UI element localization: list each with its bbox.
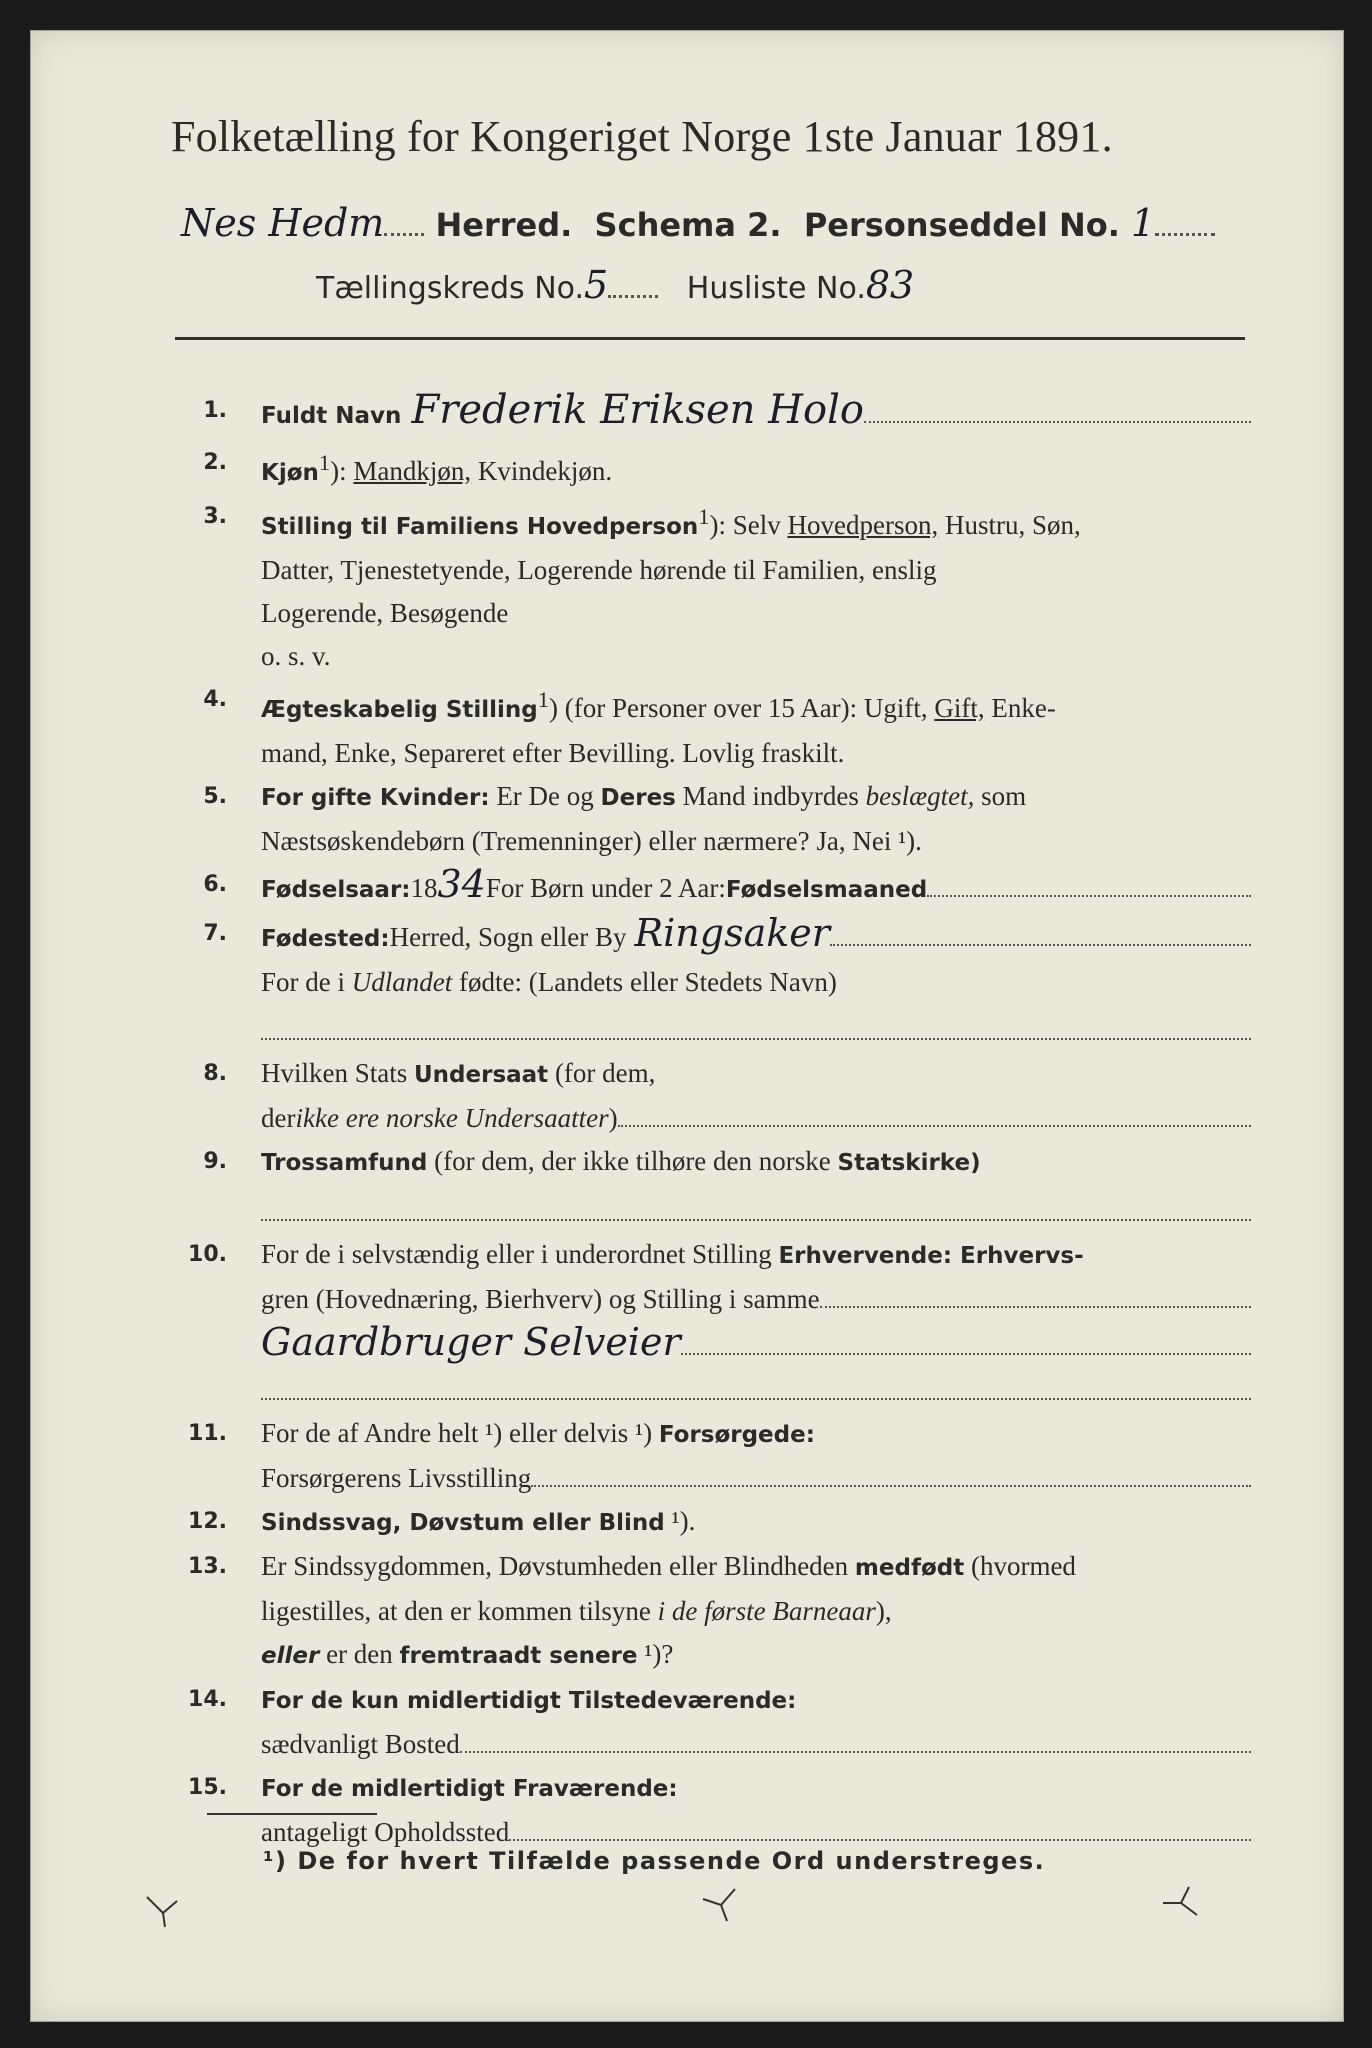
- herred-line: [181, 201, 1261, 245]
- selected-option: Mandkjøn,: [353, 456, 472, 486]
- item-12: [171, 1500, 1251, 1545]
- item-14: [171, 1678, 1251, 1766]
- item-text: der: [261, 1103, 296, 1133]
- item-number: 12.: [188, 1509, 227, 1534]
- item-text: Hvilken Stats: [261, 1058, 414, 1088]
- item-text: gren (Hovednæring, Bierhverv) og Stilling i samme: [261, 1284, 820, 1314]
- item-number: 6.: [203, 872, 227, 897]
- item-number: 3.: [203, 504, 227, 529]
- item-label: Fuldt Navn: [261, 403, 402, 429]
- item-label: medfødt: [854, 1555, 965, 1581]
- item-label: Statskirke): [837, 1150, 981, 1176]
- dotted-fill: [681, 1329, 1251, 1355]
- item-text: Er Sindssygdommen, Døvstumheden eller Blindheden: [261, 1551, 855, 1581]
- dotted-fill: [509, 1815, 1251, 1841]
- item-text: For de i selvstændig eller i underordnet Stilling: [261, 1239, 779, 1269]
- footnote-ref: 1: [537, 687, 550, 712]
- item-label: Sindssvag, Døvstum eller Blind: [261, 1510, 665, 1536]
- dotted-fill: [830, 920, 1251, 946]
- item-label: Fødested:: [261, 926, 390, 952]
- item-text: sædvanligt Bosted: [261, 1729, 460, 1759]
- item-number: 8.: [203, 1061, 227, 1086]
- item-6: [171, 863, 1251, 912]
- herred-name: Nes Hedm: [181, 201, 385, 245]
- dotted-fill: [261, 1004, 1251, 1040]
- item-number: 1.: [203, 398, 227, 423]
- dotted-fill: [261, 1185, 1251, 1221]
- item-label: Ægteskabelig Stilling: [261, 697, 538, 723]
- item-text: Logerende, Besøgende: [261, 598, 509, 628]
- item-10: [171, 1233, 1251, 1400]
- item-text: eller: [261, 1643, 320, 1669]
- item-13: [171, 1545, 1251, 1678]
- item-8: [171, 1052, 1251, 1140]
- dotted-fill: [608, 287, 658, 298]
- item-text: som: [974, 781, 1027, 811]
- item-text: antageligt Opholdssted: [261, 1817, 510, 1847]
- item-number: 13.: [188, 1554, 227, 1579]
- item-text: ):: [330, 456, 354, 486]
- footnote-ref: 1: [318, 450, 331, 475]
- schema-label: Schema 2.: [594, 206, 782, 244]
- item-label: For de midlertidigt Fraværende:: [261, 1776, 678, 1802]
- corner-mark: [1161, 1881, 1201, 1921]
- item-text: Forsørgerens Livsstilling: [261, 1463, 532, 1493]
- item-label: Forsørgede:: [658, 1422, 815, 1448]
- header-rule: [175, 337, 1245, 340]
- footnote: ¹) De for hvert Tilfælde passende Ord understreges.: [263, 1847, 1046, 1875]
- dotted-fill: [384, 225, 424, 236]
- item-number: 5.: [203, 784, 227, 809]
- dotted-fill: [261, 1364, 1251, 1400]
- occupation-value: Gaardbruger Selveier: [261, 1320, 681, 1364]
- item-text: ): Selv: [709, 510, 788, 540]
- item-label: Erhvervs-: [952, 1243, 1084, 1269]
- item-5: [171, 775, 1251, 863]
- personseddel-label: Personseddel No.: [803, 206, 1120, 244]
- item-text: ): [608, 1103, 618, 1133]
- husliste-number: 83: [865, 263, 915, 307]
- dotted-fill: [927, 871, 1251, 897]
- item-text: ),: [875, 1596, 892, 1626]
- item-text: ¹)?: [637, 1639, 674, 1669]
- dotted-fill: [864, 397, 1251, 423]
- kreds-label: Tællingskreds No.: [316, 271, 584, 306]
- form-title: Folketælling for Kongeriget Norge 1ste Januar 1891.: [171, 112, 1113, 161]
- item-text: fødte: (Landets eller Stedets Navn): [452, 967, 837, 997]
- dotted-fill: [531, 1461, 1251, 1487]
- item-3: [171, 495, 1251, 678]
- item-2: [171, 441, 1251, 495]
- item-text: Enke-: [984, 693, 1056, 723]
- item-label: Stilling til Familiens Hovedperson: [261, 514, 699, 540]
- item-4: [171, 678, 1251, 775]
- item-text: Er De og: [489, 781, 601, 811]
- herred-label: Herred.: [435, 206, 573, 244]
- birth-year-value: 34: [437, 862, 486, 906]
- item-text: Næstsøskendebørn (Tremenninger) eller nærmere? Ja, Nei ¹).: [261, 826, 922, 856]
- dotted-fill: [618, 1101, 1251, 1127]
- dotted-fill: [460, 1727, 1251, 1753]
- item-number: 4.: [203, 687, 227, 712]
- selected-option: Gift,: [934, 693, 985, 723]
- husliste-label: Husliste No.: [686, 271, 866, 306]
- item-label: Trossamfund: [261, 1150, 428, 1176]
- corner-mark: [143, 1889, 183, 1929]
- item-11: [171, 1412, 1251, 1500]
- item-number: 15.: [188, 1775, 227, 1800]
- item-number: 11.: [188, 1421, 227, 1446]
- item-9: [171, 1140, 1251, 1221]
- selected-option: Hovedperson,: [787, 510, 939, 540]
- item-text: mand, Enke, Separeret efter Bevilling. Lovlig fraskilt.: [261, 738, 845, 768]
- item-label: Kjøn: [261, 460, 319, 486]
- item-label: Fødselsmaaned: [725, 877, 928, 903]
- dotted-fill: [820, 1282, 1251, 1308]
- item-text: beslægtet,: [865, 781, 975, 811]
- item-text: o. s. v.: [261, 641, 331, 671]
- item-label: Fødselsaar:: [261, 877, 411, 903]
- item-text: Hustru, Søn,: [938, 510, 1081, 540]
- item-1: [171, 389, 1251, 441]
- kreds-line: [316, 263, 1216, 307]
- birthplace-value: Ringsaker: [634, 911, 830, 955]
- item-text: Herred, Sogn eller By: [389, 922, 627, 952]
- footnote-rule: [207, 1813, 377, 1815]
- corner-mark: [701, 1883, 741, 1923]
- item-text: For Børn under 2 Aar:: [485, 873, 726, 903]
- dotted-fill: [1155, 225, 1215, 236]
- item-label: Erhvervende:: [778, 1243, 953, 1269]
- item-number: 10.: [188, 1242, 227, 1267]
- item-text: For de i: [261, 967, 352, 997]
- kreds-number: 5: [584, 263, 609, 307]
- item-label: fremtraadt senere: [399, 1643, 638, 1669]
- census-form-page: [30, 30, 1344, 2022]
- item-text: Mand indbyrdes: [675, 781, 866, 811]
- item-number: 2.: [203, 450, 227, 475]
- item-text: 18: [410, 873, 438, 903]
- item-label: Undersaat: [414, 1062, 549, 1088]
- item-text: er den: [319, 1639, 400, 1669]
- full-name-value: Frederik Eriksen Holo: [411, 387, 864, 433]
- item-text: (for dem,: [548, 1058, 656, 1088]
- item-text: Kvindekjøn.: [471, 456, 613, 486]
- item-number: 9.: [203, 1149, 227, 1174]
- item-text: ¹).: [664, 1506, 696, 1536]
- item-text: (for dem, der ikke tilhøre den norske: [427, 1146, 838, 1176]
- item-text: ikke ere norske Undersaatter: [295, 1103, 609, 1133]
- item-15: [171, 1766, 1251, 1854]
- item-number: 7.: [203, 921, 227, 946]
- footnote-ref: 1: [698, 504, 710, 529]
- item-7: [171, 912, 1251, 1040]
- item-text: ligestilles, at den er kommen tilsyne: [261, 1596, 658, 1626]
- item-text: Datter, Tjenestetyende, Logerende hørende til Familien, enslig: [261, 555, 937, 585]
- item-label: For de kun midlertidigt Tilstedeværende:: [261, 1688, 797, 1714]
- item-text: Deres: [600, 785, 676, 811]
- item-text: ) (for Personer over 15 Aar): Ugift,: [549, 693, 935, 723]
- item-text: (hvormed: [964, 1551, 1076, 1581]
- item-number: 14.: [188, 1687, 227, 1712]
- item-label: For gifte Kvinder:: [261, 785, 490, 811]
- form-items: [171, 389, 1251, 1854]
- item-text: i de første Barneaar: [657, 1596, 876, 1626]
- personseddel-number: 1: [1131, 201, 1156, 245]
- item-text: For de af Andre helt ¹) eller delvis ¹): [261, 1418, 659, 1448]
- item-text: Udlandet: [351, 967, 453, 997]
